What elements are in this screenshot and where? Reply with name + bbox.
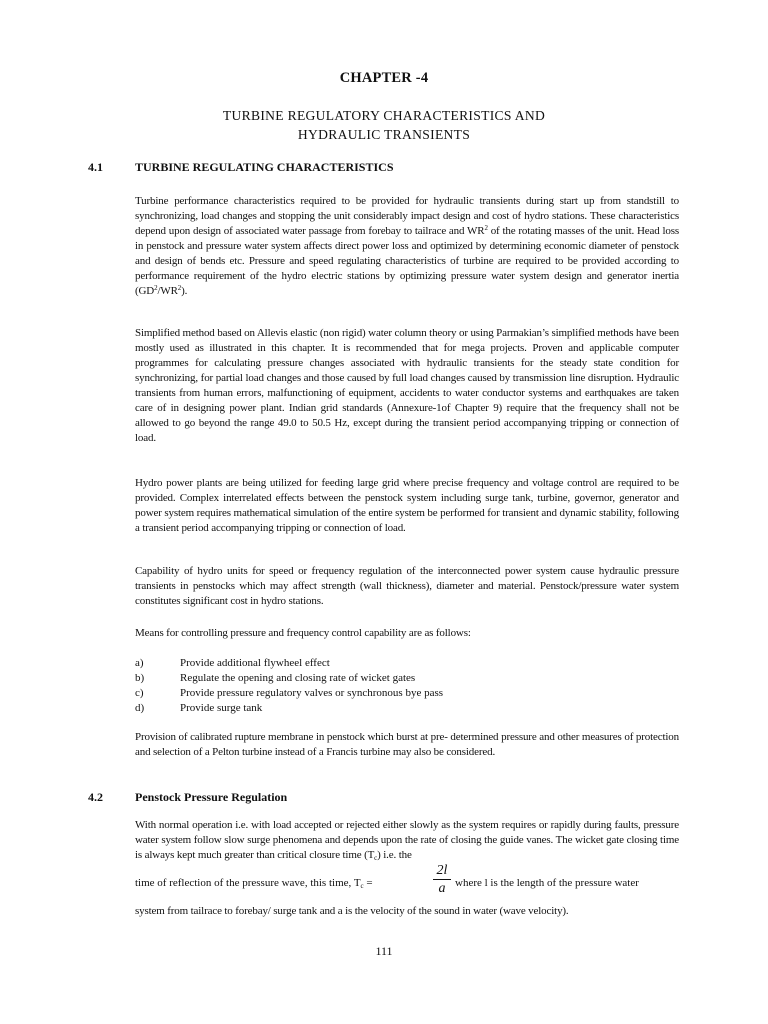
list-item: b) Regulate the opening and closing rate of wicket gates xyxy=(135,672,416,684)
chapter-title xyxy=(0,106,768,144)
section-number: 4.2 xyxy=(88,790,103,804)
section-title: TURBINE REGULATING CHARACTERISTICS xyxy=(135,160,394,174)
chapter-title-line-1: TURBINE REGULATORY CHARACTERISTICS AND xyxy=(222,108,546,123)
means-list xyxy=(135,656,679,716)
equals-sign: = xyxy=(363,877,373,889)
list-item: d) Provide surge tank xyxy=(135,702,263,714)
section-number: 4.1 xyxy=(88,160,103,174)
paragraph-normal-operation: With normal operation i.e. with load accepted or rejected either slowly as the system requires or rapidly during faults, pressure water system follow slow surge phenomena and depends upon the rate of closing the guide vanes. The wicket gate closing time is always kept much greater than critical closure time $(T_c)$ i.e. the xyxy=(135,819,679,862)
section-title: Penstock Pressure Regulation xyxy=(135,790,288,804)
reflection-time-fraction xyxy=(432,862,452,897)
paragraph-hydro-power-plants: Hydro power plants are being utilized for feeding large grid where precise frequency and voltage control are required to be provided. Complex interrelated effects between the penstock system including surge tank, turbine, governor, generator and power system requires mathematical simulation of the entire system be performed for transient and dynamic stability, following a transient period accompanying tripping or connection of load. xyxy=(135,477,679,534)
paragraph-system-from-tailrace: system from tailrace to forebay/ surge tank and a is the velocity of the sound in water (wave velocity). xyxy=(135,905,569,917)
equation-text-after: where l is the length of the pressure water xyxy=(455,877,639,889)
paragraph-turbine-performance: Turbine performance characteristics required to be provided for hydraulic transients during start up from standstill to synchronizing, load changes and stopping the unit considerably impact design and cost of hydro stations. These characteristics depend upon design of associated water passage from forebay to tailrace and $WR^2$ of the rotating masses of the unit. Head loss in penstock and pressure water system affects direct power loss and optimized by determining economic diameter of penstock and design of bends etc. Pressure and speed regulating characteristics of turbine are required to be provided according to performance requirement of the hydro electric stations by optimizing pressure water system design and generator inertia $(GD^2/WR^2)$. xyxy=(135,195,679,297)
list-item: a) Provide additional flywheel effect xyxy=(135,657,330,669)
paragraph-simplified-method: Simplified method based on Allevis elastic (non rigid) water column theory or using Parmakian’s simplified methods have been mostly used as illustrated in this chapter. It is recommended that for mega projects. Proven and applicable computer programmes for calculating pressure changes associated with hydraulic transients for the steady state condition for synchronizing, for partial load changes and those caused by full load changes caused by transmission line disruption. Hydraulic transients from human errors, malfunctioning of equipment, accidents to water conductor systems and earthquakes are taken care of in designing power plant. Indian grid standards (Annexure-1of Chapter 9) require that the frequency shall not be allowed to go beyond the range 49.0 to 50.5 Hz, except during the transient period accompanying tripping or connection of load. xyxy=(135,327,679,444)
chapter-label: CHAPTER -4 xyxy=(339,70,429,86)
paragraph-rupture-membrane: Provision of calibrated rupture membrane in penstock which burst at pre- determined pressure and other measures of protection and selection of a Pelton turbine instead of a Francis turbine may also be considered. xyxy=(135,731,679,758)
paragraph-capability: Capability of hydro units for speed or frequency regulation of the interconnected power system cause hydraulic pressure transients in penstocks which may affect strength (wall thickness), diameter and material. Penstock/pressure water system constitutes significant cost in hydro stations. xyxy=(135,565,679,607)
equation-text-before: time of reflection of the pressure wave, this time, T xyxy=(135,877,361,889)
fraction-numerator: 2l xyxy=(436,863,448,878)
paragraph-means-for-controlling: Means for controlling pressure and frequency control capability are as follows: xyxy=(135,627,471,639)
page-number: 111 xyxy=(375,944,393,958)
fraction-denominator: a xyxy=(438,881,446,896)
equation-line: time of reflection of the pressure wave, this time, $T_c$ = 2l a where l is the length of the pressure water xyxy=(135,863,639,896)
chapter-title-line-2: HYDRAULIC TRANSIENTS xyxy=(297,127,471,142)
list-item: c) Provide pressure regulatory valves or synchronous bye pass xyxy=(135,687,444,699)
